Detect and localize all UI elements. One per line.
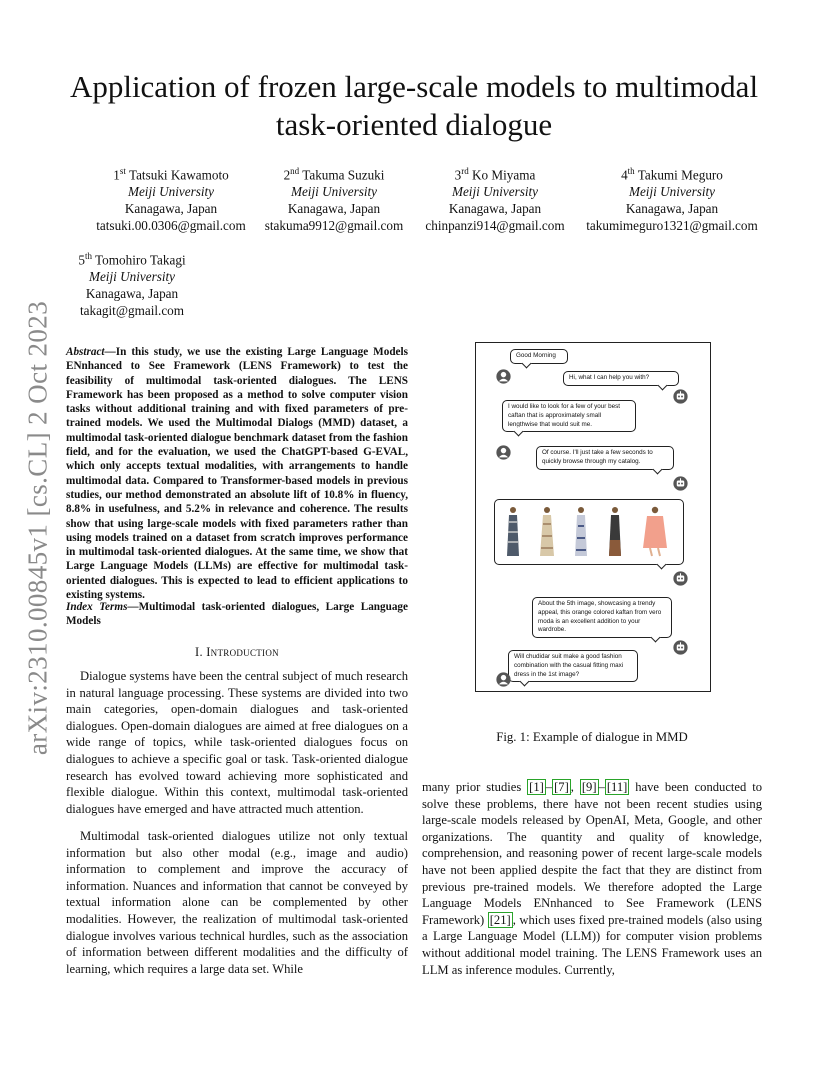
user-avatar-icon — [496, 672, 511, 687]
author-location: Kanagawa, Japan — [85, 286, 179, 302]
chat-bubble-user: Will chudidar suit make a good fashion combination with the casual fitting maxi dress in the 1st image? — [508, 650, 638, 682]
paragraph-text: have been conducted to solve these problems, there have not been recent studies using large-scale models released by OpenAI, Meta, Google, and other organizations. The quantity and quality of knowledge, comprehension, and reasoning power of recent large-scale models have not been applied despite the fact that they are distinct from previous pre-trained models. We therefore adopted the Large Language Models ENnhanced to See Framework (LENS Framework) — [422, 780, 763, 927]
dress-image-4 — [605, 506, 625, 558]
author-block — [86, 163, 256, 234]
paper-title: Application of frozen large-scale models to multimodal task-oriented dialogue — [69, 69, 759, 142]
chat-bubble-images — [494, 499, 684, 565]
citation-link[interactable]: [1] — [529, 780, 544, 794]
author-email: takumimeguro1321@gmail.com — [586, 218, 758, 234]
intro-paragraph-2 — [66, 828, 408, 977]
robot-avatar-icon — [673, 571, 688, 586]
chat-bubble-bot: Of course. I'll just take a few seconds to quickly browse through my catalog. — [536, 446, 674, 470]
author-location: Kanagawa, Japan — [287, 201, 381, 217]
author-block — [48, 248, 216, 319]
abstract-label: Abstract — [66, 346, 105, 358]
author-ordinal: 1 — [113, 167, 120, 183]
author-affiliation: Meiji University — [127, 184, 215, 200]
figure-dialogue — [475, 342, 711, 692]
author-email: chinpanzi914@gmail.com — [425, 218, 565, 234]
right-column-paragraph — [422, 779, 762, 978]
paragraph-text: , which uses fixed pre-trained models (also using a Large Language Model (LLM)) for computer vision problems without additional model training. The LENS Framework uses an LLM as inference modules. Currently, — [422, 912, 762, 977]
citation-dash: – — [598, 780, 605, 794]
author-ordinal: 3 — [454, 167, 462, 183]
author-affiliation: Meiji University — [290, 184, 378, 200]
author-name: Takumi Meguro — [637, 167, 723, 183]
abstract-text: —In this study, we use the existing Large Language Models ENnhanced to See Framework (LENS Framework) to test the feasibility of multimodal task-oriented dialogues. The LENS Framework has been proposed as a method to solve computer vision tasks without additional training and with fixed parameters of pre-trained models. We used the Multimodal Dialogs (MMD) dataset, a multimodal task-oriented dialogue benchmark dataset from the fashion field, and for the evaluation, we used the ChatGPT-based G-EVAL, which only accepts textual modalities, with arrangements to handle multimodal data. Compared to Transformer-based models in previous studies, our method demonstrated an absolute lift of 10.8% in fluency, 8.8% in usefulness, and 5.2% in relevance and coherence. The results show that using large-scale models with fixed parameters rather than using models trained on a dataset from scratch improves performance in multimodal task-oriented dialogues. At the same time, we show that Large Language Models (LLMs) are effective for multimodal task-oriented dialogues. This is expected to lead to efficient applications to existing systems. — [66, 346, 408, 602]
arxiv-stamp — [22, 300, 54, 755]
author-ordinal: 4 — [621, 167, 628, 183]
dress-image-2 — [537, 506, 557, 558]
paragraph-text: Multimodal task-oriented dialogues utilize not only textual information but also other modal (e.g., image and audio) information to complement and improve the accuracy of information. Nuances and information that cannot be conveyed by textual information alone can be complemented by other modalities. However, the realization of multimodal task-oriented dialogue involves various technical hurdles, such as the association of information between different modalities and the difficulty of learning, which requires a large data set. While — [66, 829, 408, 976]
paragraph-text: many prior studies — [422, 780, 528, 794]
author-email: stakuma9912@gmail.com — [264, 218, 404, 234]
author-email: takagit@gmail.com — [79, 303, 185, 319]
citation-separator: , — [570, 780, 580, 794]
chat-bubble-user: Good Morning — [510, 349, 568, 364]
author-ordinal-suffix: th — [627, 166, 635, 176]
author-block — [249, 163, 419, 234]
author-name: Tomohiro Takagi — [95, 252, 186, 268]
author-email: tatsuki.00.0306@gmail.com — [96, 218, 246, 234]
abstract — [66, 345, 408, 602]
citation-dash: – — [545, 780, 553, 794]
author-name: Takuma Suzuki — [302, 167, 385, 183]
index-terms-label: Index Terms — [66, 601, 128, 613]
robot-avatar-icon — [673, 389, 688, 404]
author-ordinal: 2 — [283, 167, 291, 183]
chat-bubble-bot: About the 5th image, showcasing a trendy appeal, this orange colored kaftan from vero moda is an excellent addition to your wardrobe. — [532, 597, 672, 638]
citation-link[interactable]: [7] — [554, 780, 569, 794]
author-ordinal: 5 — [78, 252, 85, 268]
chat-bubble-bot: Hi, what I can help you with? — [563, 371, 679, 386]
author-ordinal-suffix: th — [84, 251, 92, 261]
dress-image-3 — [571, 506, 591, 558]
robot-avatar-icon — [673, 476, 688, 491]
arxiv-id: arXiv:2310.00845v1 [cs.CL] 2 Oct 2023 — [22, 300, 53, 755]
author-ordinal-suffix: nd — [290, 166, 300, 176]
section-heading — [66, 645, 408, 660]
author-name: Ko Miyama — [472, 167, 536, 183]
index-terms — [66, 600, 408, 629]
citation-link[interactable]: [11] — [606, 780, 628, 794]
paragraph-text: Dialogue systems have been the central subject of much research in natural language processing. These systems are divided into two main categories, open-domain dialogues and task-oriented dialogues. Open-domain dialogues are aimed at free dialogues on a wide range of topics, while task-oriented dialogues focus on dialogues to achieve a specific goal or task. Task-oriented dialogue research has evolved toward achieving more sophisticated and flexible dialogue. Within this context, multimodal task-oriented dialogues have emerged and have attracted much attention. — [66, 669, 408, 816]
author-affiliation: Meiji University — [88, 269, 176, 285]
author-affiliation: Meiji University — [628, 184, 716, 200]
user-avatar-icon — [496, 369, 511, 384]
author-location: Kanagawa, Japan — [448, 201, 542, 217]
intro-paragraph-1 — [66, 668, 408, 817]
author-block — [577, 163, 767, 234]
dress-image-5 — [641, 506, 669, 558]
index-terms-text: —Multimodal task-oriented dialogues, Large Language Models — [66, 601, 408, 628]
citation-link[interactable]: [21] — [489, 912, 511, 927]
chat-bubble-user: I would like to look for a few of your best caftan that is approximately small lengthwise that would suit me. — [502, 400, 636, 432]
author-ordinal-suffix: st — [119, 166, 126, 176]
dress-image-1 — [503, 506, 523, 558]
author-location: Kanagawa, Japan — [124, 201, 218, 217]
author-block — [410, 163, 580, 234]
section-heading-text: I. Introduction — [195, 645, 279, 659]
figure-caption: Fig. 1: Example of dialogue in MMD — [496, 730, 688, 744]
citation-link[interactable]: [9] — [581, 780, 597, 794]
author-name: Tatsuki Kawamoto — [128, 167, 229, 183]
author-location: Kanagawa, Japan — [625, 201, 719, 217]
robot-avatar-icon — [673, 640, 688, 655]
author-affiliation: Meiji University — [451, 184, 539, 200]
author-ordinal-suffix: rd — [461, 166, 469, 176]
user-avatar-icon — [496, 445, 511, 460]
